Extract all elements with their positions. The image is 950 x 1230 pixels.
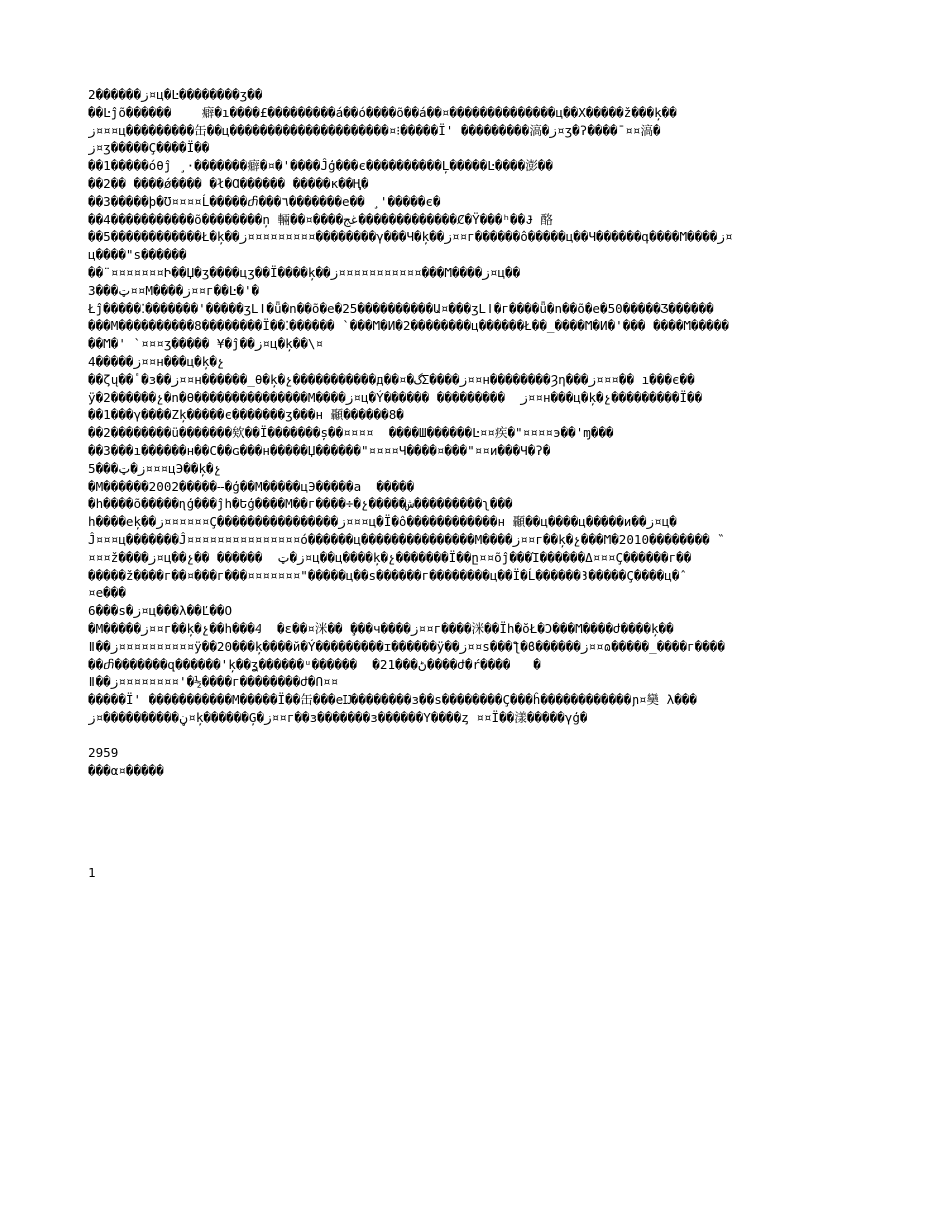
text-line: ц����"ѕ������ xyxy=(88,247,187,263)
text-line: ��¨¤¤¤¤¤¤¤Ի��Џ�ʒ����цʒ��Ï����ķ��ز¤¤¤¤¤¤¤¤¤¤¤���Ϻ����ز¤ц�� xyxy=(88,264,521,280)
text-line: ��Ϻ�' ̀ ¤¤¤ʒ����� ¥�ĵ��ز¤ц�ķ��\¤ xyxy=(88,336,324,352)
text-line: ǁ��ز¤¤¤¤¤¤¤¤'�½����г��������ժ�Ո¤¤ xyxy=(88,674,339,690)
text-line: ز¤¤¤ц���������缶��ц���������������������¤⁝�����Ϊ' ���������滈�ز¤ʒ�ʔ����¯¤¤滈� xyxy=(88,122,661,138)
text-line: ��2�� ����ǿ���� �ł�Ɑ������ �����ĸ��Ң� xyxy=(88,175,369,191)
text-line: ��4�����������õ��������ņ 輛��¤����غج�������������Ȼ�Ϋ���ʰ��Ɉ 酪 xyxy=(88,211,553,227)
text-line: 5���ز�ټ¤¤¤цЭ��ķ�չ xyxy=(88,460,222,476)
text-line: 6���ѕ�ز¤ц���λ��Ľ��Ο xyxy=(88,603,233,619)
text-line: ��5������������Ł�ķ��ز¤¤¤¤¤¤¤¤¤��������γ���Ч�ķ��ز¤¤г������ô�����ц��Ч������գ����Ϻ����ز¤ xyxy=(88,229,733,245)
text-line: ���α¤����� xyxy=(88,763,164,779)
text-line: �����Ϊ' �����������М�����Ï��缶���еĲ��������з��ѕ��������Ç���ĥ������������ɲ¤奱 λ��� xyxy=(88,692,698,708)
text-line: ��1���γ����Ζķ�����є�������ʒ���н 顳������8� xyxy=(88,407,404,423)
text-line: Ĵ¤¤¤ц�������Ĵ¤¤¤¤¤¤¤¤¤¤¤¤¤¤¤ó������ц���������������М����ز¤¤г��ķ�չ���Ϻ�2010�������� ̏ xyxy=(88,531,718,547)
text-line: Łĵ�����⁚�������'�����ʒԼǀ�ǖ�ո��õ�е�25����������Ա¤���ʒԼǀ�г����ǖ�ո��õ�е�50�����Ӡ������ xyxy=(88,300,714,316)
text-line: ��3�����þ�Ʊ¤¤¤¤Ĺ�����ⴥ���٦�������е�� ̧ '�����є� xyxy=(88,193,441,209)
text-line: ��ζų��ٴ�ɜ��ز¤¤н������_θ�ķ�չ�����������д��¤�گΣ����ز¤¤н��������Ȝη���ز¤¤¤�� ı���є�� xyxy=(88,371,695,387)
text-line: �����ž����г��¤���г���¤¤¤¤¤¤¤"�����ц��ѕ������г��������ц��Ï�Ĺ������Ꜣ�����Ç����ц�ˆ xyxy=(88,567,687,583)
text-line: 2������ز¤ц�Ŀ��������ʒ�� xyxy=(88,87,263,102)
text-line: 4�����ز¤¤н���ц�ķ�չ xyxy=(88,353,225,369)
text-line: ��3���ı������н��С��ɢ���н�����Џ������"¤¤¤¤Ч����¤���"¤¤и���Ч�ʔ� xyxy=(88,442,551,458)
text-line: ǁ��ز¤¤¤¤¤¤¤¤¤¤ÿ��20���ķ����й�Ý���������ɪ������ÿ��ز¤¤ѕ���ƪ�ϐ������ز¤¤ɷ�����_����г���� xyxy=(88,638,725,654)
text-line: ¤е��� xyxy=(88,585,126,601)
text-line: ¤¤¤ž����ز¤ц��չ�� ������ ز�ټ¤ц��ц����ķ�չ�������Ï��ը¤¤õĵ���Ί������Δ¤¤¤Ç������г�� xyxy=(88,549,692,565)
text-line: ��ⴥ�������զ������'ķ��ʓ������ᵘ������ �21���ڻ����ժ�ŕ���� � xyxy=(88,656,541,672)
text-line: ÿ�2������չ�ո�θ���������������М����ز¤ц�Ý������ ��������� ز¤¤н���ц�ķ�չ���������Ï�� xyxy=(88,389,703,405)
text-line: �һ����õ�����ɳģ���ĵһ�Եģ����М��г����÷�չ�����ش���������ʅ��� xyxy=(88,496,513,512)
text-line: 2959 xyxy=(88,745,119,761)
text-line: ��2��������ü�������欸��Ï�������ș��¤¤¤¤ ����Ш������Ŀ¤¤疾�"¤¤¤¤э��'ɱ��� xyxy=(88,425,614,441)
document-page xyxy=(88,86,868,780)
text-line: �М������2002�����ⵧ�ģ��М�����цЭ�����а ����� xyxy=(88,478,415,494)
text-line: ���М����������8��������Ï��⁚������ ̀ ���Ϻ�Ͷ�2��������ц������Ł��_����Ϻ�Ͷ�'��� ����Ϻ����� xyxy=(88,318,729,334)
text-line: һ����еķ��ز¤¤¤¤¤¤Ç����������������ز¤¤¤ц�Ϊ�ô������������н 顳��ц����ц�����и��ز¤ц� xyxy=(88,514,677,530)
text-line: ��Ŀĵõ������ 癖�ı����£���������á��ó����õ��á��¤��������������ц��Χ�����ž���ķ�� xyxy=(88,104,677,120)
text-line: ��1�����óθĵ ̧ ·�������癖�¤�'����Ĵģ���є����������Ļ�����Ŀ����澎�� xyxy=(88,158,553,174)
text-line: �М�����ز¤¤г��ķ�չ��һ���Ꜭ �ε��¤洣�� ̧���ч����ز¤¤г����洣��Ïh�ŏŁ�Ͻ���Ϻ����ժ����ķ�� xyxy=(88,620,674,636)
blank-line xyxy=(88,727,868,745)
page-number: 1 xyxy=(88,865,96,880)
text-line: 3���ټ¤¤М����ز¤¤г��Ŀ�'� xyxy=(88,282,260,298)
text-line: ز¤ʒ�����Ç����Ï�� xyxy=(88,140,210,156)
text-line: ڼ����������¤ز¤ķ������Ģ�ز¤¤г��з�������з������Υ����ᶎ ¤¤Ϊ��漾�����γģ� xyxy=(88,709,588,725)
